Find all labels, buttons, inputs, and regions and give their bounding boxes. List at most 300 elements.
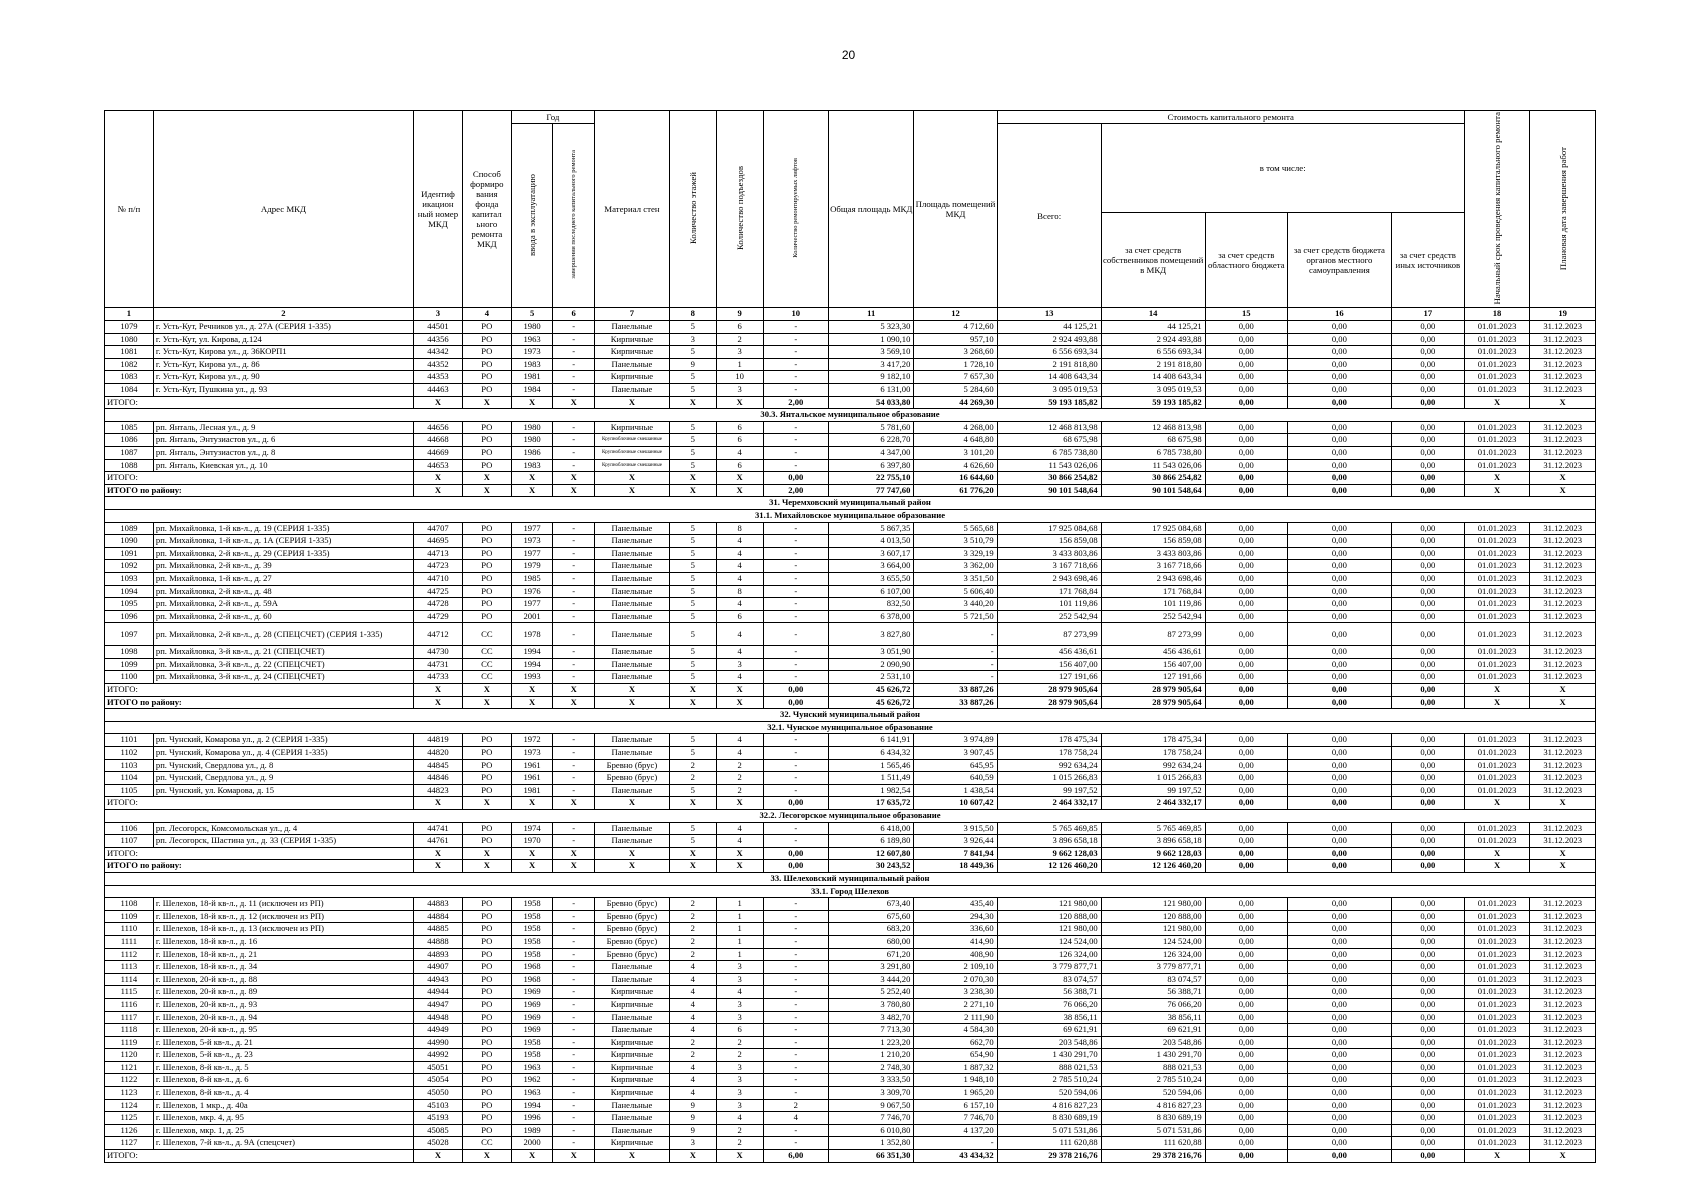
table-row: [105, 961, 1596, 974]
table-cell: -: [553, 434, 595, 447]
table-cell: -: [553, 333, 595, 346]
table-cell: 0,00: [1205, 1049, 1287, 1062]
total-cell: 0,00: [1391, 472, 1464, 485]
table-cell: -: [553, 935, 595, 948]
total-cell: X: [595, 396, 670, 409]
table-cell: 0,00: [1287, 658, 1391, 671]
table-cell: 69 621,91: [1101, 1024, 1205, 1037]
material-cell: Панельные: [595, 671, 670, 684]
total-cell: X: [553, 847, 595, 860]
header-entrances: Количество подъездов: [716, 111, 763, 308]
table-cell: 0,00: [1391, 772, 1464, 785]
table-row: [105, 973, 1596, 986]
table-cell: 1961: [511, 772, 553, 785]
table-cell: 0,00: [1205, 658, 1287, 671]
table-cell: 121 980,00: [1101, 923, 1205, 936]
row-number: 1114: [105, 973, 154, 986]
total-cell: X: [462, 684, 511, 697]
table-cell: 0,00: [1287, 346, 1391, 359]
table-cell: 6: [716, 434, 763, 447]
table-cell: 3: [716, 346, 763, 359]
table-cell: 31.12.2023: [1530, 734, 1596, 747]
table-cell: 31.12.2023: [1530, 1137, 1596, 1150]
table-cell: 3 607,17: [829, 547, 914, 560]
table-cell: 0,00: [1391, 910, 1464, 923]
table-cell: 121 980,00: [997, 923, 1101, 936]
table-cell: 0,00: [1205, 346, 1287, 359]
total-label: ИТОГО:: [105, 797, 414, 810]
table-cell: -: [553, 1099, 595, 1112]
table-cell: 9: [669, 1124, 716, 1137]
table-cell: -: [553, 1049, 595, 1062]
header-wall-material: Материал стен: [595, 111, 670, 308]
address-cell: рп. Чунский, Комарова ул., д. 4 (СЕРИЯ 1-335): [153, 747, 413, 760]
table-cell: 0,00: [1205, 1087, 1287, 1100]
table-row: [105, 784, 1596, 797]
table-cell: 68 675,98: [997, 434, 1101, 447]
table-cell: СС: [462, 646, 511, 659]
table-cell: 3 329,19: [914, 547, 997, 560]
table-cell: 1: [716, 358, 763, 371]
table-cell: 0,00: [1391, 358, 1464, 371]
total-cell: 28 979 905,64: [1101, 696, 1205, 709]
total-cell: X: [669, 860, 716, 873]
table-cell: -: [553, 421, 595, 434]
table-cell: 3: [716, 1099, 763, 1112]
table-cell: -: [553, 321, 595, 334]
table-cell: 5: [669, 522, 716, 535]
material-cell: Панельные: [595, 658, 670, 671]
table-cell: 1989: [511, 1124, 553, 1137]
table-cell: 0,00: [1205, 1011, 1287, 1024]
table-cell: 3: [669, 333, 716, 346]
table-cell: 31.12.2023: [1530, 1124, 1596, 1137]
table-cell: 0,00: [1391, 759, 1464, 772]
row-number: 1091: [105, 547, 154, 560]
total-cell: X: [1464, 472, 1530, 485]
table-cell: 1: [716, 935, 763, 948]
table-cell: 6 157,10: [914, 1099, 997, 1112]
page-number: 20: [841, 48, 856, 62]
table-cell: -: [553, 1112, 595, 1125]
address-cell: г. Шелехов, 8-й кв-л., д. 6: [153, 1074, 413, 1087]
table-cell: 0,00: [1391, 1074, 1464, 1087]
table-cell: -: [553, 772, 595, 785]
table-header: [105, 111, 1596, 321]
row-number: 1104: [105, 772, 154, 785]
header-total-area: Общая площадь МКД: [829, 111, 914, 308]
address-cell: г. Шелехов, 7-й кв-л., д. 9А (спецсчет): [153, 1137, 413, 1150]
table-cell: 31.12.2023: [1530, 784, 1596, 797]
header-premises-area: Площадь помещений МКД: [914, 111, 997, 308]
table-cell: 4: [716, 572, 763, 585]
table-cell: 1976: [511, 585, 553, 598]
total-cell: 28 979 905,64: [1101, 684, 1205, 697]
material-cell: Кирпичные: [595, 998, 670, 1011]
table-row: [105, 822, 1596, 835]
total-cell: 0,00: [1205, 860, 1287, 873]
table-cell: 01.01.2023: [1464, 747, 1530, 760]
table-cell: 44820: [414, 747, 463, 760]
total-cell: 0,00: [1391, 847, 1464, 860]
table-cell: 0,00: [1391, 935, 1464, 948]
table-cell: 888 021,53: [997, 1061, 1101, 1074]
total-cell: 28 979 905,64: [997, 684, 1101, 697]
table-cell: 0,00: [1205, 1074, 1287, 1087]
table-cell: 17 925 084,68: [1101, 522, 1205, 535]
table-row: [105, 346, 1596, 359]
table-cell: 178 475,34: [1101, 734, 1205, 747]
table-cell: -: [553, 658, 595, 671]
table-cell: 5: [669, 734, 716, 747]
header-other-sources: за счет средств иных источников: [1391, 212, 1464, 308]
table-cell: 0,00: [1205, 547, 1287, 560]
table-cell: 1: [716, 910, 763, 923]
table-cell: 31.12.2023: [1530, 321, 1596, 334]
total-cell: X: [669, 696, 716, 709]
table-cell: 0,00: [1391, 333, 1464, 346]
table-cell: 1994: [511, 1099, 553, 1112]
table-cell: -: [763, 346, 829, 359]
table-row: [105, 560, 1596, 573]
material-cell: Панельные: [595, 585, 670, 598]
table-cell: 44729: [414, 610, 463, 623]
table-cell: 414,90: [914, 935, 997, 948]
total-cell: X: [1464, 396, 1530, 409]
table-cell: -: [553, 1024, 595, 1037]
table-cell: 4 712,60: [914, 321, 997, 334]
row-number: 1080: [105, 333, 154, 346]
address-cell: рп. Лесогорск, Шастина ул., д. 33 (СЕРИЯ 1-335): [153, 835, 413, 848]
address-cell: рп. Янталь, Энтузиастов ул., д. 6: [153, 434, 413, 447]
table-cell: 31.12.2023: [1530, 1112, 1596, 1125]
section-heading: 33.1. Город Шелехов: [105, 885, 1596, 898]
table-cell: 120 888,00: [997, 910, 1101, 923]
table-cell: 3 896 658,18: [1101, 835, 1205, 848]
table-row: [105, 1087, 1596, 1100]
total-cell: X: [716, 396, 763, 409]
table-cell: 7 657,30: [914, 371, 997, 384]
material-cell: Панельные: [595, 1024, 670, 1037]
table-cell: 0,00: [1205, 1137, 1287, 1150]
table-cell: 44695: [414, 535, 463, 548]
table-row: [105, 1049, 1596, 1062]
section-heading-row: [105, 721, 1596, 734]
table-cell: 9 182,10: [829, 371, 914, 384]
column-number: 5: [511, 308, 553, 321]
total-cell: X: [1530, 396, 1596, 409]
table-cell: 3: [716, 1011, 763, 1024]
material-cell: Панельные: [595, 646, 670, 659]
table-cell: 1: [716, 898, 763, 911]
table-cell: 99 197,52: [1101, 784, 1205, 797]
total-cell: X: [716, 684, 763, 697]
table-cell: 2: [716, 1036, 763, 1049]
table-cell: 5 284,60: [914, 384, 997, 397]
table-cell: 0,00: [1287, 1124, 1391, 1137]
address-cell: рп. Михайловка, 3-й кв-л., д. 24 (СПЕЦСЧЕТ): [153, 671, 413, 684]
address-cell: рп. Чунский, Свердлова ул., д. 9: [153, 772, 413, 785]
row-number: 1094: [105, 585, 154, 598]
table-cell: 2: [716, 1124, 763, 1137]
total-cell: 0,00: [1287, 860, 1391, 873]
material-cell: Кирпичные: [595, 333, 670, 346]
table-cell: 1: [716, 923, 763, 936]
table-cell: 0,00: [1391, 898, 1464, 911]
table-cell: -: [763, 948, 829, 961]
table-cell: 3 417,20: [829, 358, 914, 371]
total-row: [105, 847, 1596, 860]
table-cell: 6 785 738,80: [1101, 446, 1205, 459]
total-row: [105, 472, 1596, 485]
header-cost-group: Стоимость капитального ремонта: [997, 111, 1464, 124]
table-cell: РО: [462, 923, 511, 936]
total-cell: X: [462, 1150, 511, 1163]
table-cell: 3 664,00: [829, 560, 914, 573]
table-cell: 01.01.2023: [1464, 434, 1530, 447]
total-cell: X: [1530, 484, 1596, 497]
row-number: 1092: [105, 560, 154, 573]
table-cell: -: [763, 1074, 829, 1087]
total-cell: X: [414, 860, 463, 873]
table-row: [105, 333, 1596, 346]
table-cell: 0,00: [1287, 1061, 1391, 1074]
table-cell: 1980: [511, 321, 553, 334]
total-cell: X: [716, 847, 763, 860]
table-cell: 44990: [414, 1036, 463, 1049]
row-number: 1123: [105, 1087, 154, 1100]
table-cell: 252 542,94: [1101, 610, 1205, 623]
total-cell: X: [511, 847, 553, 860]
table-row: [105, 623, 1596, 646]
table-cell: 31.12.2023: [1530, 358, 1596, 371]
table-cell: 1 430 291,70: [1101, 1049, 1205, 1062]
row-number: 1107: [105, 835, 154, 848]
address-cell: рп. Михайловка, 2-й кв-л., д. 48: [153, 585, 413, 598]
table-cell: 31.12.2023: [1530, 1061, 1596, 1074]
table-cell: 6: [716, 1024, 763, 1037]
table-cell: 01.01.2023: [1464, 333, 1530, 346]
total-cell: 77 747,60: [829, 484, 914, 497]
table-row: [105, 598, 1596, 611]
section-heading: 32.2. Лесогорское муниципальное образование: [105, 810, 1596, 823]
table-cell: 4: [716, 671, 763, 684]
table-row: [105, 434, 1596, 447]
table-cell: 3 510,79: [914, 535, 997, 548]
table-cell: 44884: [414, 910, 463, 923]
row-number: 1101: [105, 734, 154, 747]
table-cell: 0,00: [1391, 747, 1464, 760]
table-cell: 0,00: [1205, 585, 1287, 598]
table-cell: 44353: [414, 371, 463, 384]
column-number: 4: [462, 308, 511, 321]
table-cell: 44712: [414, 623, 463, 646]
row-number: 1090: [105, 535, 154, 548]
table-cell: 0,00: [1205, 1061, 1287, 1074]
table-cell: -: [553, 759, 595, 772]
table-cell: 44907: [414, 961, 463, 974]
table-cell: 01.01.2023: [1464, 1011, 1530, 1024]
table-cell: 31.12.2023: [1530, 961, 1596, 974]
table-cell: 3 333,50: [829, 1074, 914, 1087]
table-cell: 0,00: [1205, 535, 1287, 548]
table-cell: -: [553, 585, 595, 598]
table-cell: СС: [462, 671, 511, 684]
table-cell: 0,00: [1391, 446, 1464, 459]
table-cell: 4: [716, 547, 763, 560]
table-cell: -: [553, 572, 595, 585]
total-cell: 0,00: [1287, 847, 1391, 860]
table-cell: РО: [462, 459, 511, 472]
table-row: [105, 535, 1596, 548]
table-cell: 44761: [414, 835, 463, 848]
column-number: 12: [914, 308, 997, 321]
table-cell: 3 827,80: [829, 623, 914, 646]
table-cell: 44846: [414, 772, 463, 785]
section-heading-row: [105, 497, 1596, 510]
total-cell: 0,00: [763, 847, 829, 860]
table-cell: 0,00: [1205, 572, 1287, 585]
material-cell: Панельные: [595, 560, 670, 573]
table-cell: 31.12.2023: [1530, 446, 1596, 459]
table-cell: 44653: [414, 459, 463, 472]
table-cell: -: [763, 371, 829, 384]
table-cell: 1 982,54: [829, 784, 914, 797]
table-cell: 1977: [511, 598, 553, 611]
address-cell: г. Шелехов, 8-й кв-л., д. 5: [153, 1061, 413, 1074]
row-number: 1117: [105, 1011, 154, 1024]
table-cell: 1958: [511, 935, 553, 948]
table-cell: 0,00: [1391, 522, 1464, 535]
column-number: 15: [1205, 308, 1287, 321]
table-cell: 5: [669, 371, 716, 384]
table-cell: 01.01.2023: [1464, 1074, 1530, 1087]
table-cell: 4: [669, 1074, 716, 1087]
table-cell: 5 765 469,85: [1101, 822, 1205, 835]
table-cell: 5: [669, 535, 716, 548]
table-cell: 0,00: [1287, 1011, 1391, 1024]
table-cell: 44463: [414, 384, 463, 397]
address-cell: рп. Михайловка, 1-й кв-л., д. 19 (СЕРИЯ 1-335): [153, 522, 413, 535]
address-cell: г. Шелехов, 5-й кв-л., д. 23: [153, 1049, 413, 1062]
material-cell: Панельные: [595, 610, 670, 623]
table-cell: 01.01.2023: [1464, 772, 1530, 785]
table-cell: 01.01.2023: [1464, 346, 1530, 359]
material-cell: Панельные: [595, 1112, 670, 1125]
total-cell: X: [669, 684, 716, 697]
total-cell: 30 866 254,82: [1101, 472, 1205, 485]
total-cell: 0,00: [1205, 797, 1287, 810]
table-cell: 44342: [414, 346, 463, 359]
table-cell: 0,00: [1205, 1112, 1287, 1125]
table-cell: -: [763, 973, 829, 986]
table-cell: 2 090,90: [829, 658, 914, 671]
table-cell: -: [763, 598, 829, 611]
table-cell: -: [553, 459, 595, 472]
section-heading: 32.1. Чунское муниципальное образование: [105, 721, 1596, 734]
table-cell: 0,00: [1287, 1137, 1391, 1150]
total-cell: 2,00: [763, 484, 829, 497]
table-cell: 0,00: [1287, 333, 1391, 346]
total-cell: X: [1464, 860, 1530, 873]
table-cell: 0,00: [1287, 371, 1391, 384]
total-cell: X: [595, 472, 670, 485]
material-cell: Бревно (брус): [595, 759, 670, 772]
table-cell: 4: [716, 646, 763, 659]
table-cell: 44668: [414, 434, 463, 447]
section-heading-row: [105, 810, 1596, 823]
header-regional-budget: за счет средств областного бюджета: [1205, 212, 1287, 308]
total-cell: X: [553, 1150, 595, 1163]
table-cell: 2 271,10: [914, 998, 997, 1011]
table-cell: 01.01.2023: [1464, 321, 1530, 334]
table-cell: 5: [669, 346, 716, 359]
table-cell: 0,00: [1287, 973, 1391, 986]
table-cell: 0,00: [1287, 358, 1391, 371]
address-cell: рп. Лесогорск, Комсомольская ул., д. 4: [153, 822, 413, 835]
total-cell: X: [553, 696, 595, 709]
table-cell: 01.01.2023: [1464, 535, 1530, 548]
table-cell: 5: [669, 547, 716, 560]
table-cell: 8 830 689,19: [997, 1112, 1101, 1125]
table-cell: РО: [462, 1087, 511, 1100]
material-cell: Бревно (брус): [595, 898, 670, 911]
material-cell: Панельные: [595, 598, 670, 611]
table-cell: -: [553, 1036, 595, 1049]
table-cell: 44741: [414, 822, 463, 835]
total-cell: 12 126 460,20: [997, 860, 1101, 873]
table-cell: 5 565,68: [914, 522, 997, 535]
table-cell: 5 781,60: [829, 421, 914, 434]
table-cell: 178 758,24: [997, 747, 1101, 760]
table-cell: 1 565,46: [829, 759, 914, 772]
table-cell: СС: [462, 623, 511, 646]
table-cell: 44947: [414, 998, 463, 1011]
total-cell: 61 776,20: [914, 484, 997, 497]
table-cell: 0,00: [1205, 358, 1287, 371]
table-cell: 31.12.2023: [1530, 1049, 1596, 1062]
table-cell: 01.01.2023: [1464, 522, 1530, 535]
table-cell: 645,95: [914, 759, 997, 772]
table-cell: РО: [462, 572, 511, 585]
table-cell: 1 015 266,83: [1101, 772, 1205, 785]
table-cell: 0,00: [1205, 973, 1287, 986]
table-cell: 44713: [414, 547, 463, 560]
table-cell: 8: [716, 522, 763, 535]
total-cell: X: [1530, 1150, 1596, 1163]
table-cell: 520 594,06: [997, 1087, 1101, 1100]
table-cell: -: [553, 923, 595, 936]
column-number: 6: [553, 308, 595, 321]
table-cell: -: [553, 948, 595, 961]
table-cell: 0,00: [1205, 646, 1287, 659]
table-cell: 44725: [414, 585, 463, 598]
table-cell: 6: [716, 421, 763, 434]
column-number: 18: [1464, 308, 1530, 321]
table-cell: 12 468 813,98: [1101, 421, 1205, 434]
table-cell: 0,00: [1391, 1011, 1464, 1024]
table-cell: 9: [669, 358, 716, 371]
total-cell: X: [414, 797, 463, 810]
table-cell: 31.12.2023: [1530, 572, 1596, 585]
table-cell: 3 095 019,53: [997, 384, 1101, 397]
table-cell: 3: [716, 1087, 763, 1100]
table-cell: 0,00: [1287, 1049, 1391, 1062]
table-cell: 6 378,00: [829, 610, 914, 623]
table-cell: 44992: [414, 1049, 463, 1062]
total-cell: 2 464 332,17: [1101, 797, 1205, 810]
table-cell: 45193: [414, 1112, 463, 1125]
